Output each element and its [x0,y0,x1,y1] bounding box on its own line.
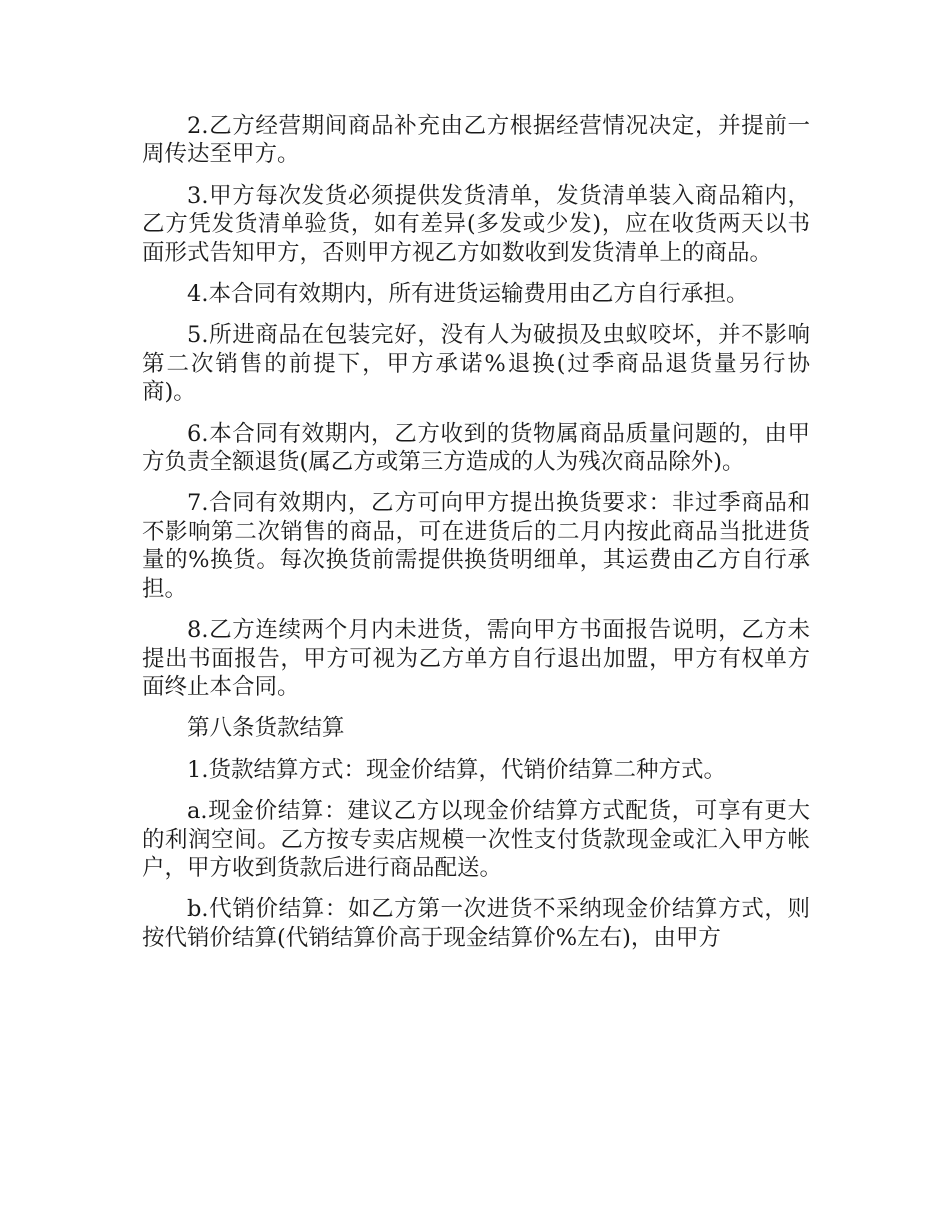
paragraph-item-5-returns: 5.所进商品在包装完好，没有人为破损及虫蚁咬坏，并不影响第二次销售的前提下，甲方承诺%退换(过季商品退货量另行协商)。 [142,322,810,406]
paragraph-item-6-quality-issues: 6.本合同有效期内，乙方收到的货物属商品质量问题的，由甲方负责全额退货(属乙方或第三方造成的人为残次商品除外)。 [142,420,810,476]
paragraph-item-1-settlement-methods: 1.货款结算方式：现金价结算，代销价结算二种方式。 [187,756,726,783]
paragraph-item-b-consignment-settlement: b.代销价结算：如乙方第一次进货不采纳现金价结算方式，则按代销价结算(代销结算价高于现金结算价%左右)，由甲方 [142,896,810,951]
paragraph-item-7-exchange: 7.合同有效期内，乙方可向甲方提出换货要求：非过季商品和不影响第二次销售的商品，可在进货后的二月内按此商品当批进货量的%换货。每次换货前需提供换货明细单，其运费由乙方自行承担。 [142,490,810,602]
paragraph-item-2-restock: 2.乙方经营期间商品补充由乙方根据经营情况决定，并提前一周传达至甲方。 [142,113,810,168]
document-body [142,112,810,965]
paragraph-item-3-delivery-list: 3.甲方每次发货必须提供发货清单，发货清单装入商品箱内，乙方凭发货清单验货，如有差异(多发或少发)，应在收货两天以书面形式告知甲方，否则甲方视乙方如数收到发货清单上的商品。 [142,182,810,266]
paragraph-item-8-no-purchase: 8.乙方连续两个月内未进货，需向甲方书面报告说明，乙方未提出书面报告，甲方可视为乙方单方自行退出加盟，甲方有权单方面终止本合同。 [142,617,810,700]
section-heading-article-8: 第八条货款结算 [187,715,345,742]
paragraph-item-a-cash-settlement: a.现金价结算：建议乙方以现金价结算方式配货，可享有更大的利润空间。乙方按专卖店规模一次性支付货款现金或汇入甲方帐户，甲方收到货款后进行商品配送。 [142,798,810,881]
paragraph-item-4-shipping-cost: 4.本合同有效期内，所有进货运输费用由乙方自行承担。 [187,281,749,308]
